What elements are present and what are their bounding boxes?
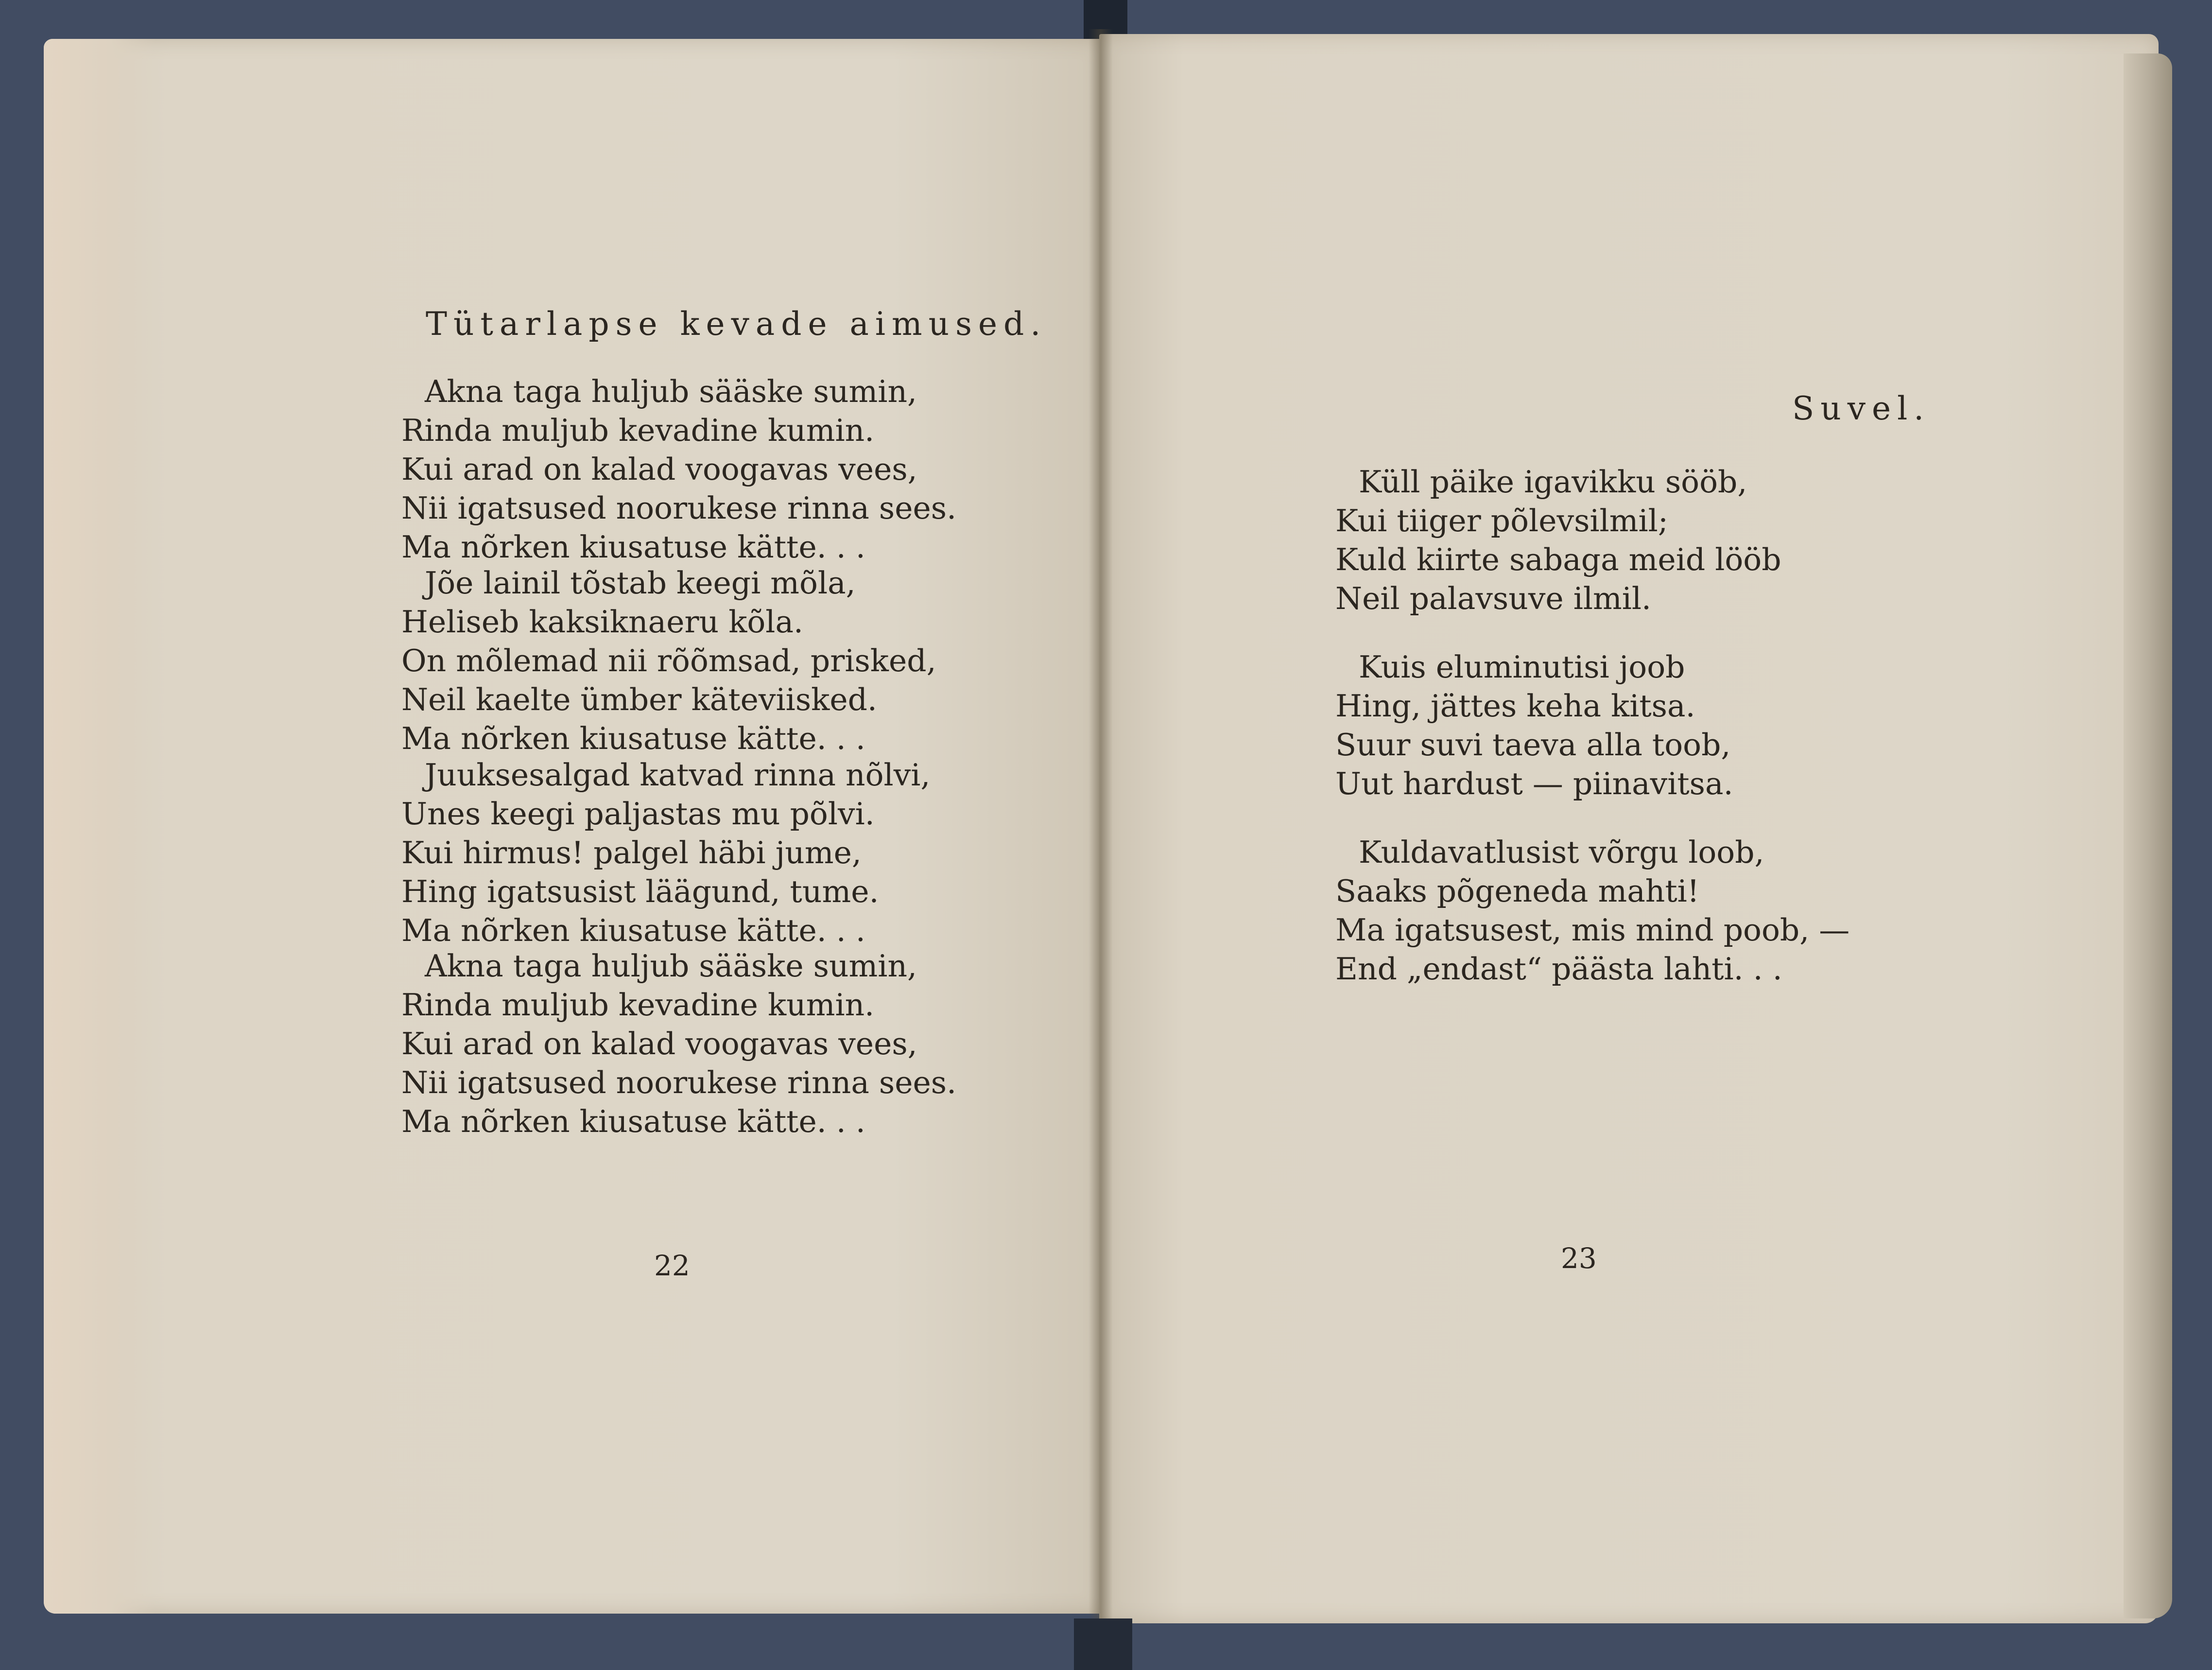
right-page: [1099, 34, 2159, 1623]
poem-line: Ma nõrken kiusatuse kätte. . .: [401, 913, 865, 948]
poem-line: Kui tiiger põlevsilmil;: [1335, 503, 1668, 539]
poem-line: Kuld kiirte sabaga meid lööb: [1335, 542, 1781, 577]
poem-line: Neil palavsuve ilmil.: [1335, 581, 1652, 616]
left-stanza-3: [401, 756, 930, 950]
poem-line: Rinda muljub kevadine kumin.: [401, 987, 875, 1023]
left-page-number: 22: [654, 1249, 690, 1282]
right-poem-title: Suvel.: [1792, 390, 1931, 427]
poem-line: Akna taga huljub sääske sumin,: [425, 374, 917, 409]
poem-line: Kuldavatlusist võrgu loob,: [1359, 835, 1764, 870]
left-stanza-4: [401, 947, 956, 1141]
poem-line: Kuis eluminutisi joob: [1359, 649, 1685, 685]
poem-line: On mõlemad nii rõõmsad, prisked,: [401, 643, 936, 678]
poem-line: Unes keegi paljastas mu põlvi.: [401, 796, 875, 832]
poem-line: Neil kaelte ümber käteviisked.: [401, 682, 877, 717]
right-stanza-2: [1335, 648, 1733, 803]
poem-line: Heliseb kaksiknaeru kõla.: [401, 604, 804, 640]
book-spine: [1089, 29, 1113, 1633]
poem-line: Hing, jättes keha kitsa.: [1335, 688, 1695, 724]
poem-line: Jõe lainil tõstab keegi mõla,: [425, 565, 856, 601]
poem-line: Uut hardust — piinavitsa.: [1335, 766, 1733, 801]
poem-line: Ma nõrken kiusatuse kätte. . .: [401, 721, 865, 756]
poem-line: Ma nõrken kiusatuse kätte. . .: [401, 1104, 865, 1139]
poem-line: Ma nõrken kiusatuse kätte. . .: [401, 529, 865, 565]
right-page-stack: [2124, 53, 2172, 1618]
poem-line: End „endast“ päästa lahti. . .: [1335, 951, 1782, 987]
poem-line: Juuksesalgad katvad rinna nõlvi,: [425, 757, 931, 793]
poem-line: Saaks põgeneda mahti!: [1335, 873, 1700, 909]
poem-line: Suur suvi taeva alla toob,: [1335, 727, 1731, 763]
right-stanza-1: [1335, 463, 1781, 618]
poem-line: Nii igatsused noorukese rinna sees.: [401, 1065, 957, 1100]
poem-line: Küll päike igavikku sööb,: [1359, 464, 1747, 500]
poem-line: Rinda muljub kevadine kumin.: [401, 413, 875, 448]
left-stanza-1: [401, 372, 956, 567]
poem-line: Nii igatsused noorukese rinna sees.: [401, 490, 957, 526]
binding-clip-bottom: [1074, 1618, 1132, 1670]
left-poem-title: Tütarlapse kevade aimused.: [426, 305, 1047, 343]
poem-line: Kui arad on kalad voogavas vees,: [401, 452, 917, 487]
left-stanza-2: [401, 564, 936, 758]
right-page-number: 23: [1561, 1242, 1597, 1275]
poem-line: Ma igatsusest, mis mind poob, —: [1335, 912, 1850, 948]
poem-line: Kui hirmus! palgel häbi jume,: [401, 835, 862, 870]
poem-line: Hing igatsusist läägund, tume.: [401, 874, 879, 909]
right-stanza-3: [1335, 833, 1849, 989]
poem-line: Akna taga huljub sääske sumin,: [425, 948, 917, 984]
left-page-edge: [44, 39, 156, 1614]
poem-line: Kui arad on kalad voogavas vees,: [401, 1026, 917, 1061]
